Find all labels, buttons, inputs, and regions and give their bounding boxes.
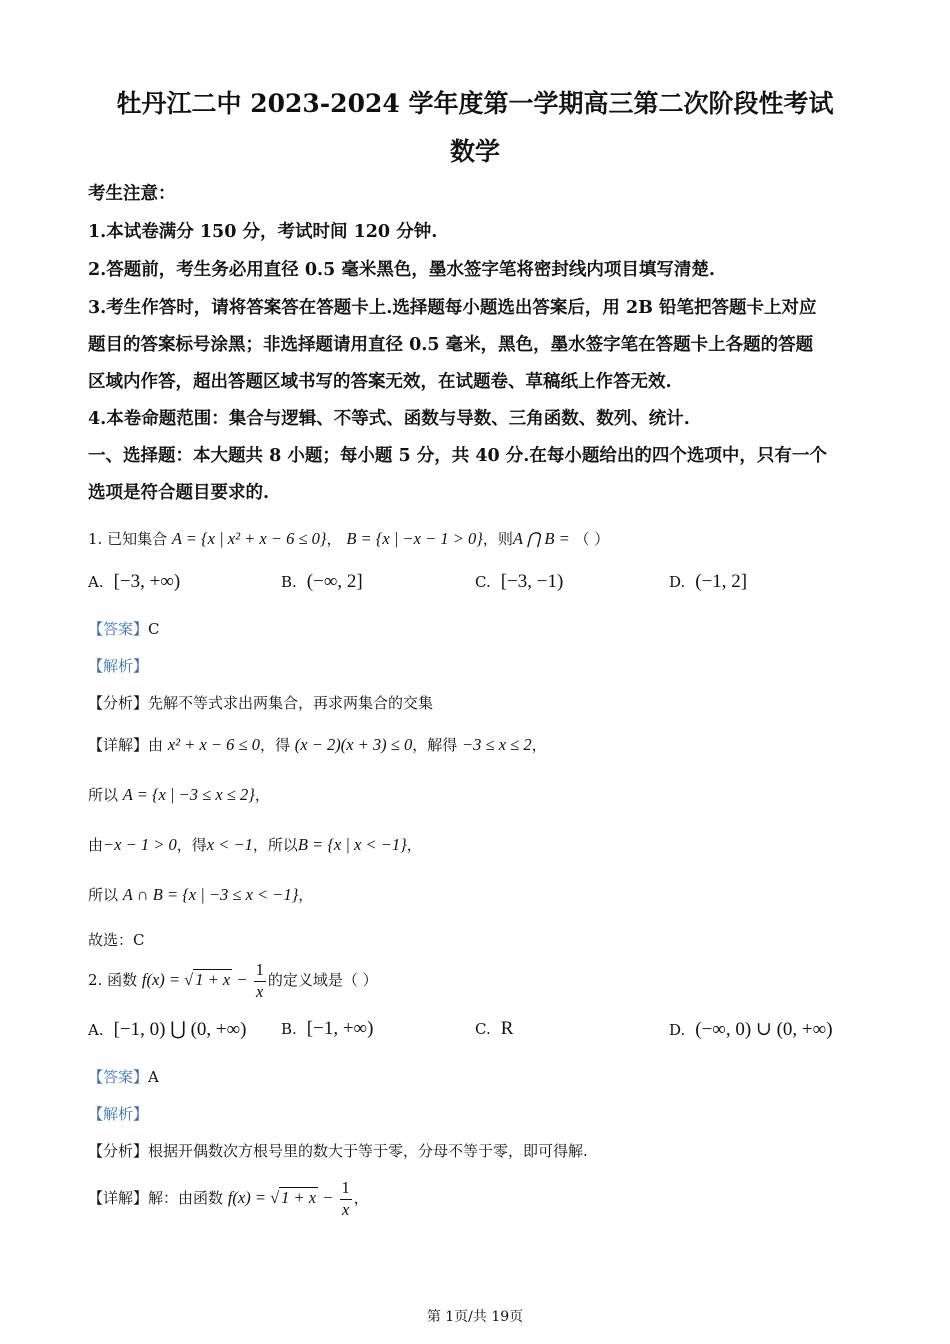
q2-xiangjie: 【详解】解：由函数 f(x) = √ 1 + x − $\frac{1}{x}$ ， — [88, 1178, 369, 1219]
q1-set-a: A = {x | x² + x − 6 ≤ 0} — [171, 529, 327, 548]
q1-option-c: C. [−3, −1) — [475, 571, 564, 592]
q1-option-a: A. [−3, +∞) — [88, 571, 181, 592]
notice-item-2: 2.答题前，考生务必用直径 0.5 毫米黑色，墨水签字笔将密封线内项目填写清楚. — [88, 260, 715, 280]
q2-option-a: A. [−1, 0) ⋃ (0, +∞) — [88, 1019, 247, 1040]
q1-ask: A ⋂ B = — [512, 529, 570, 548]
q2-sqrt: 1 + x — [195, 970, 231, 989]
q1-sep: ， — [326, 530, 342, 548]
q1-set-b: B = {x | −x − 1 > 0} — [346, 529, 483, 548]
section-heading-line1: 一、选择题：本大题共 8 小题；每小题 5 分，共 40 分.在每小题给出的四个选项中，只有一个 — [88, 446, 827, 466]
answer-tag: 【答案】 — [88, 620, 149, 638]
q2-option-d: D. (−∞, 0) ∪ (0, +∞) — [669, 1019, 833, 1040]
q1-xiangjie-step4: 所以 A ∩ B = {x | −3 ≤ x < −1}， — [88, 885, 314, 904]
notice-heading: 考生注意： — [88, 184, 176, 204]
q2-answer: 【答案】A — [88, 1068, 159, 1086]
q1-fenxi: 【分析】先解不等式求出两集合，再求两集合的交集 — [88, 694, 434, 712]
q2-option-b: B. [−1, +∞) — [281, 1018, 374, 1039]
q1-stem — [88, 528, 609, 549]
q1-xiangjie-step2: 所以 A = {x | −3 ≤ x ≤ 2}， — [88, 785, 270, 804]
q1-then: ，则 — [482, 530, 513, 548]
q2-option-c: C. R — [475, 1018, 514, 1039]
q2-fenxi: 【分析】根据开偶数次方根号里的数大于等于零，分母不等于零，即可得解. — [88, 1142, 588, 1160]
notice-item-3-line2: 题目的答案标号涂黑；非选择题请用直径 0.5 毫米，黑色，墨水签字笔在答题卡上各题的答题 — [88, 335, 814, 355]
notice-item-3-line1: 3.考生作答时，请将答案答在答题卡上.选择题每小题选出答案后，用 2B 铅笔把答题卡上对应 — [88, 298, 817, 318]
q1-answer — [88, 618, 160, 639]
q1-xiangjie-step1: 【详解】由 x² + x − 6 ≤ 0，得 (x − 2)(x + 3) ≤ 0，解得 −3 ≤ x ≤ 2， — [88, 735, 547, 754]
section-heading-line2: 选项是符合题目要求的. — [88, 483, 270, 503]
page-footer: 第 1页/共 19页 — [426, 1309, 524, 1325]
q2-fraction: $\frac{1}{x}$ — [255, 960, 264, 1001]
q1-conclusion: 故选：C — [88, 931, 145, 949]
notice-item-3-line3: 区域内作答，超出答题区域书写的答案无效，在试题卷、草稿纸上作答无效. — [88, 372, 672, 392]
q1-option-d: D. (−1, 2] — [669, 571, 748, 592]
q1-paren: （ ） — [574, 530, 610, 548]
exam-title: 牡丹江二中 2023-2024 学年度第一学期高三第二次阶段性考试 — [116, 89, 834, 118]
fenxi-tag: 【分析】 — [88, 694, 149, 712]
q1-xiangjie-step3: 由−x − 1 > 0，得x < −1，所以B = {x | x < −1}， — [88, 835, 422, 854]
q2-stem: 2. 函数 f(x) = √ 1 + x − $\frac{1}{x}$ 的定义域是（ ） — [88, 960, 378, 1001]
q1-prefix: 1. 已知集合 — [88, 530, 168, 548]
notice-item-1: 1.本试卷满分 150 分，考试时间 120 分钟. — [88, 222, 438, 242]
answer-value: C — [148, 620, 160, 638]
q2-analysis-tag: 【解析】 — [88, 1105, 149, 1123]
subject-title: 数学 — [449, 137, 500, 166]
xiangjie-tag: 【详解】 — [88, 736, 149, 754]
q1-analysis-tag: 【解析】 — [88, 657, 149, 675]
q1-option-b: B. (−∞, 2] — [281, 571, 363, 592]
notice-item-4: 4.本卷命题范围：集合与逻辑、不等式、函数与导数、三角函数、数列、统计. — [88, 409, 690, 429]
